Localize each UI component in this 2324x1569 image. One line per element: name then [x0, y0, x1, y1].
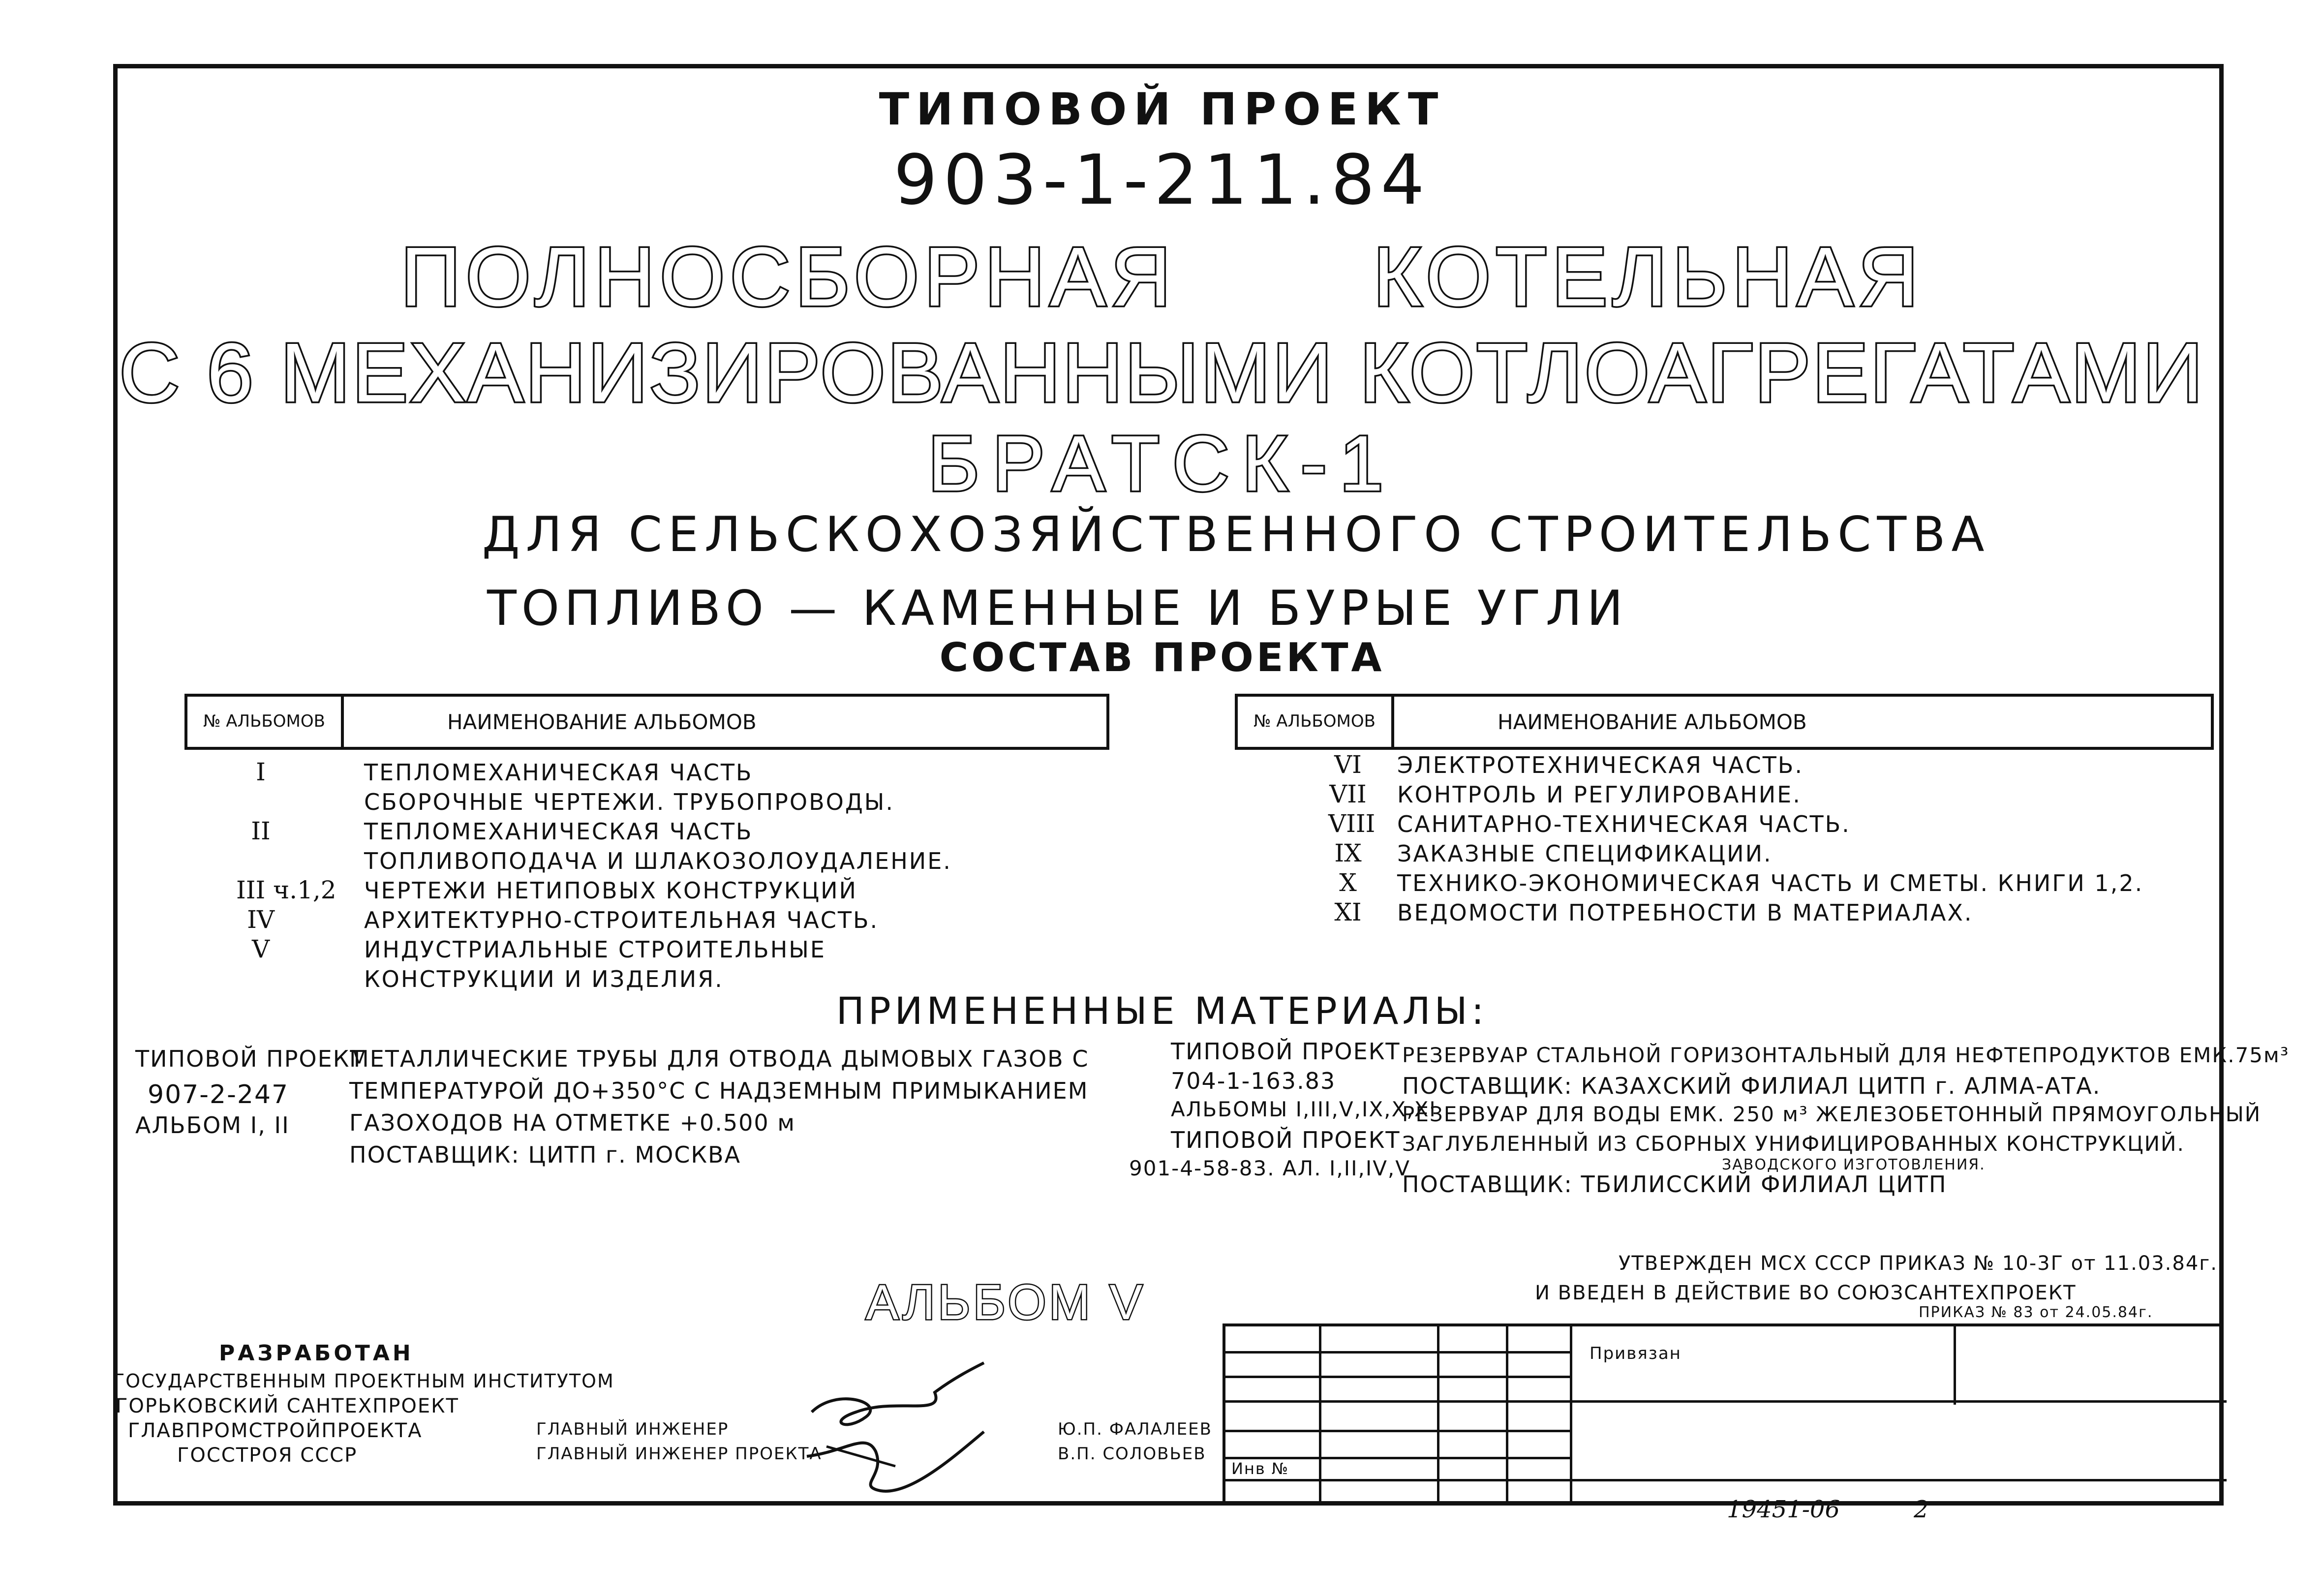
list-item-no: I [256, 758, 266, 786]
developer-org: ГОСУДАРСТВЕННЫМ ПРОЕКТНЫМ ИНСТИТУТОМ [113, 1370, 614, 1392]
list-item-no: IV [247, 905, 275, 934]
developer-org: ГЛАВПРОМСТРОЙПРОЕКТА [128, 1419, 423, 1442]
stamp-line [1954, 1326, 1956, 1405]
developer-org: ГОРЬКОВСКИЙ САНТЕХПРОЕКТ [116, 1395, 459, 1417]
stamp-line [1225, 1400, 2227, 1403]
col-album-no: № АЛЬБОМОВ [1236, 695, 1393, 748]
ref-line: 907-2-247 [148, 1080, 289, 1109]
list-item: СБОРОЧНЫЕ ЧЕРТЕЖИ. ТРУБОПРОВОДЫ. [364, 789, 895, 815]
ref-line: ТИПОВОЙ ПРОЕКТ [1171, 1038, 1401, 1065]
footer-page: 2 [1914, 1496, 1929, 1523]
list-item: ИНДУСТРИАЛЬНЫЕ СТРОИТЕЛЬНЫЕ [364, 936, 826, 963]
approval-line-3: ПРИКАЗ № 83 от 24.05.84г. [1919, 1304, 2153, 1321]
list-item: ЗАКАЗНЫЕ СПЕЦИФИКАЦИИ. [1397, 840, 1773, 867]
signatory-name: В.П. СОЛОВЬЕВ [1058, 1444, 1206, 1464]
ref-line: ТИПОВОЙ ПРОЕКТ [1171, 1127, 1401, 1153]
ref-line: АЛЬБОМ I, II [135, 1112, 290, 1138]
footer-code: 19451-06 [1727, 1496, 1840, 1523]
album-label: АЛЬБОМ V [866, 1275, 1146, 1330]
title-line-1: ПОЛНОСБОРНАЯ КОТЕЛЬНАЯ [400, 230, 1924, 324]
list-item: ЧЕРТЕЖИ НЕТИПОВЫХ КОНСТРУКЦИЙ [364, 877, 857, 904]
list-item: ВЕДОМОСТИ ПОТРЕБНОСТИ В МАТЕРИАЛАХ. [1397, 899, 1973, 926]
project-number: 903-1-211.84 [893, 140, 1431, 220]
developer-org: ГОССТРОЯ СССР [177, 1444, 358, 1467]
col-album-no: № АЛЬБОМОВ [186, 695, 342, 748]
title-line-3: БРАТСК-1 [928, 419, 1396, 507]
material-text: ПОСТАВЩИК: ЦИТП г. МОСКВА [349, 1141, 741, 1168]
approval-line-1: УТВЕРЖДЕН МСХ СССР ПРИКАЗ № 10-3Г от 11.03.84г. [1619, 1252, 2218, 1275]
list-item: КОНСТРУКЦИИ И ИЗДЕЛИЯ. [364, 966, 724, 992]
developer-label: РАЗРАБОТАН [219, 1341, 414, 1366]
title-line-2: С 6 МЕХАНИЗИРОВАННЫМИ КОТЛОАГРЕГАТАМИ [119, 326, 2205, 420]
stamp-line [1225, 1479, 2227, 1481]
stamp-line [1225, 1376, 1570, 1378]
list-item-no: V [251, 935, 270, 963]
signature-marks [797, 1358, 1043, 1506]
list-item-no: III ч.1,2 [236, 876, 336, 904]
composition-title: СОСТАВ ПРОЕКТА [939, 635, 1385, 680]
list-item: ТЕПЛОМЕХАНИЧЕСКАЯ ЧАСТЬ [364, 759, 753, 786]
stamp-line [1225, 1430, 1570, 1432]
purpose-line: ДЛЯ СЕЛЬСКОХОЗЯЙСТВЕННОГО СТРОИТЕЛЬСТВА [482, 507, 1990, 563]
material-text: ЗАВОДСКОГО ИЗГОТОВЛЕНИЯ. [1722, 1156, 1986, 1173]
list-item-no: VII [1329, 780, 1367, 808]
material-text: ГАЗОХОДОВ НА ОТМЕТКЕ +0.500 м [349, 1109, 796, 1136]
list-item: САНИТАРНО-ТЕХНИЧЕСКАЯ ЧАСТЬ. [1397, 811, 1851, 837]
material-text: ПОСТАВЩИК: ТБИЛИССКИЙ ФИЛИАЛ ЦИТП [1402, 1171, 1947, 1198]
stamp-line [1225, 1351, 1570, 1354]
fuel-line: ТОПЛИВО — КАМЕННЫЕ И БУРЫЕ УГЛИ [487, 581, 1628, 637]
doc-type: ТИПОВОЙ ПРОЕКТ [879, 84, 1445, 135]
list-item-no: IX [1334, 839, 1362, 867]
list-item: ТОПЛИВОПОДАЧА И ШЛАКОЗОЛОУДАЛЕНИЕ. [364, 848, 952, 874]
stamp-inv: Инв № [1231, 1459, 1289, 1478]
col-album-name: НАИМЕНОВАНИЕ АЛЬБОМОВ [1393, 695, 2212, 748]
ref-line: 704-1-163.83 [1171, 1068, 1336, 1094]
material-text: РЕЗЕРВУАР СТАЛЬНОЙ ГОРИЗОНТАЛЬНЫЙ ДЛЯ НЕФТЕПРОДУКТОВ ЕМК.75м³ [1402, 1043, 2290, 1067]
list-item: ТЕХНИКО-ЭКОНОМИЧЕСКАЯ ЧАСТЬ И СМЕТЫ. КНИГИ 1,2. [1397, 870, 2144, 896]
material-text: ЗАГЛУБЛЕННЫЙ ИЗ СБОРНЫХ УНИФИЦИРОВАННЫХ КОНСТРУКЦИЙ. [1402, 1132, 2185, 1156]
albums-right-header [1235, 694, 2214, 750]
list-item-no: VI [1334, 750, 1362, 779]
approval-line-2: И ВВЕДЕН В ДЕЙСТВИЕ ВО СОЮЗСАНТЕХПРОЕКТ [1535, 1282, 2077, 1304]
ref-line: ТИПОВОЙ ПРОЕКТ [135, 1046, 365, 1072]
signatory-role: ГЛАВНЫЙ ИНЖЕНЕР [536, 1419, 729, 1439]
material-text: ТЕМПЕРАТУРОЙ ДО+350°С С НАДЗЕМНЫМ ПРИМЫКАНИЕМ [349, 1077, 1089, 1104]
stamp-privyazan: Привязан [1590, 1344, 1682, 1363]
title-block-stamp [1223, 1323, 2224, 1506]
material-text: МЕТАЛЛИЧЕСКИЕ ТРУБЫ ДЛЯ ОТВОДА ДЫМОВЫХ ГАЗОВ С [349, 1046, 1089, 1072]
list-item-no: X [1339, 868, 1357, 897]
signatory-name: Ю.П. ФАЛАЛЕЕВ [1058, 1419, 1212, 1439]
list-item-no: VIII [1328, 809, 1376, 838]
list-item-no: II [251, 817, 271, 845]
list-item: ЭЛЕКТРОТЕХНИЧЕСКАЯ ЧАСТЬ. [1397, 752, 1804, 778]
ref-line: 901-4-58-83. АЛ. I,II,IV,V [1129, 1156, 1411, 1180]
ref-line: АЛЬБОМЫ I,III,V,IX,X,XI [1171, 1097, 1437, 1121]
materials-title: ПРИМЕНЕННЫЕ МАТЕРИАЛЫ: [836, 989, 1488, 1033]
material-text: РЕЗЕРВУАР ДЛЯ ВОДЫ ЕМК. 250 м³ ЖЕЛЕЗОБЕТОННЫЙ ПРЯМОУГОЛЬНЫЙ [1402, 1102, 2262, 1126]
material-text: ПОСТАВЩИК: КАЗАХСКИЙ ФИЛИАЛ ЦИТП г. АЛМА-АТА. [1402, 1073, 2101, 1099]
signatory-role: ГЛАВНЫЙ ИНЖЕНЕР ПРОЕКТА [536, 1444, 822, 1464]
albums-left-header [184, 694, 1109, 750]
list-item: ТЕПЛОМЕХАНИЧЕСКАЯ ЧАСТЬ [364, 818, 753, 845]
list-item: АРХИТЕКТУРНО-СТРОИТЕЛЬНАЯ ЧАСТЬ. [364, 907, 879, 933]
list-item-no: XI [1334, 898, 1362, 926]
list-item: КОНТРОЛЬ И РЕГУЛИРОВАНИЕ. [1397, 781, 1802, 808]
col-album-name: НАИМЕНОВАНИЕ АЛЬБОМОВ [342, 695, 1108, 748]
